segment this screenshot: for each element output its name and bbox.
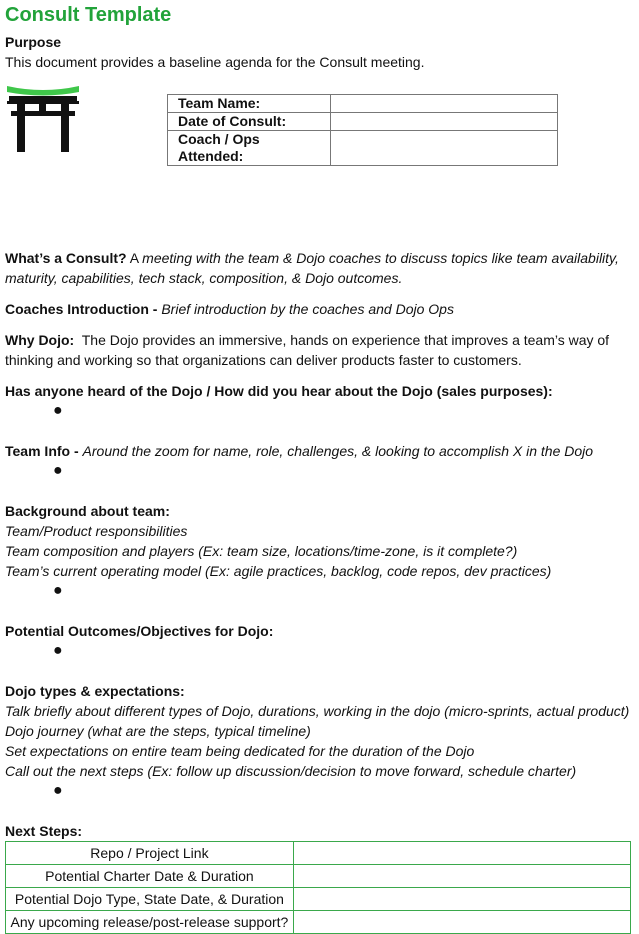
coach-ops-field[interactable]: [331, 131, 558, 166]
table-row: [6, 911, 631, 934]
dojo-type-field[interactable]: [293, 888, 630, 911]
repo-link-label: Repo / Project Link: [6, 842, 294, 865]
empty-bullet[interactable]: ●: [53, 462, 63, 479]
empty-bullet[interactable]: ●: [53, 782, 63, 799]
background-heading: Background about team:: [5, 503, 170, 519]
dojo-types-heading: Dojo types & expectations:: [5, 683, 185, 699]
dojo-types-line: Call out the next steps (Ex: follow up discussion/decision to move forward, schedule charter): [5, 763, 577, 779]
document-title: Consult Template: [5, 4, 172, 26]
coaches-intro-text: Brief introduction by the coaches and Dojo Ops: [161, 301, 454, 317]
team-name-label: Team Name:: [168, 95, 331, 113]
empty-bullet[interactable]: ●: [53, 642, 63, 659]
charter-date-label: Potential Charter Date & Duration: [6, 865, 294, 888]
why-dojo-section: [5, 330, 633, 370]
team-info-section: [5, 441, 633, 461]
why-dojo-text: The Dojo provides an immersive, hands on experience that improves a team’s way of thinking and working so that organizations can deliver products faster to customers.: [5, 332, 613, 368]
outcomes-heading: Potential Outcomes/Objectives for Dojo:: [5, 623, 274, 639]
release-support-label: Any upcoming release/post-release support?: [6, 911, 294, 934]
date-of-consult-field[interactable]: [331, 113, 558, 131]
purpose-text: This document provides a baseline agenda for the Consult meeting.: [5, 54, 425, 70]
torii-gate-icon: [5, 80, 81, 152]
document-page: [5, 0, 633, 934]
next-steps-table: [5, 841, 631, 934]
heard-of-dojo-heading: Has anyone heard of the Dojo / How did you hear about the Dojo (sales purposes):: [5, 383, 553, 399]
purpose-heading: Purpose: [5, 34, 62, 50]
next-steps-heading: Next Steps:: [5, 823, 83, 839]
coach-ops-label: Coach / Ops Attended:: [168, 131, 331, 166]
header-row: [5, 72, 633, 168]
background-line: Team/Product responsibilities: [5, 523, 188, 539]
team-info-text: Around the zoom for name, role, challenges, & looking to accomplish X in the Dojo: [82, 443, 594, 459]
why-dojo-label: Why Dojo:: [5, 332, 75, 348]
team-info-table: [167, 94, 558, 166]
whats-consult-section: [5, 248, 633, 288]
table-row: [168, 131, 558, 166]
table-row: [6, 842, 631, 865]
dojo-types-line: Dojo journey (what are the steps, typical timeline): [5, 723, 311, 739]
whats-consult-text: meeting with the team & Dojo coaches to discuss topics like team availability, maturity, capabilities, tech stack, composition, & Dojo outcomes.: [5, 250, 619, 286]
whats-consult-lead: A: [126, 250, 143, 266]
team-name-field[interactable]: [331, 95, 558, 113]
table-row: [168, 113, 558, 131]
dojo-type-label: Potential Dojo Type, State Date, & Duration: [6, 888, 294, 911]
team-info-label: Team Info -: [5, 443, 83, 459]
release-support-field[interactable]: [293, 911, 630, 934]
date-of-consult-label: Date of Consult:: [168, 113, 331, 131]
background-line: Team composition and players (Ex: team size, locations/time-zone, is it complete?): [5, 543, 518, 559]
coaches-intro-section: [5, 299, 633, 319]
empty-bullet[interactable]: ●: [53, 402, 63, 419]
dojo-types-line: Set expectations on entire team being dedicated for the duration of the Dojo: [5, 743, 475, 759]
coaches-intro-label: Coaches Introduction -: [5, 301, 162, 317]
charter-date-field[interactable]: [293, 865, 630, 888]
table-row: [6, 865, 631, 888]
background-line: Team’s current operating model (Ex: agile practices, backlog, code repos, dev practices): [5, 563, 552, 579]
repo-link-field[interactable]: [293, 842, 630, 865]
table-row: [6, 888, 631, 911]
table-row: [168, 95, 558, 113]
empty-bullet[interactable]: ●: [53, 582, 63, 599]
whats-consult-label: What’s a Consult?: [5, 250, 127, 266]
dojo-types-line: Talk briefly about different types of Dojo, durations, working in the dojo (micro-sprints, actual product): [5, 703, 630, 719]
